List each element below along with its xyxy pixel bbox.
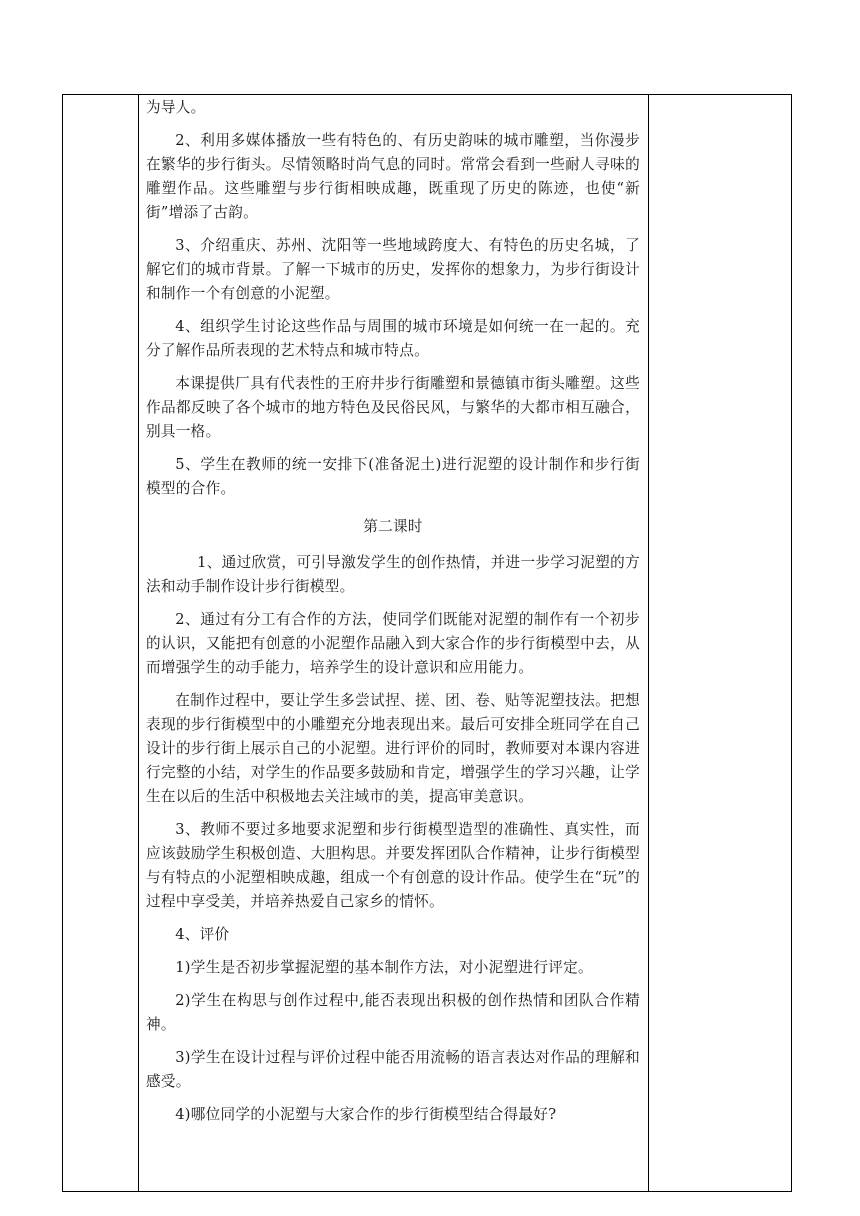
paragraph: 3、介绍重庆、苏州、沈阳等一些地域跨度大、有特色的历史名城，了解它们的城市背景。了解一下城市的历史，发挥你的想象力，为步行街设计和制作一个有创意的小泥塑。: [146, 237, 640, 302]
paragraph: 为导人。: [146, 99, 206, 116]
paragraph: 4)哪位同学的小泥塑与大家合作的步行街模型结合得最好?: [175, 1106, 557, 1123]
paragraph: 4、评价: [175, 926, 230, 943]
paragraph: 2、利用多媒体播放一些有特色的、有历史韵味的城市雕塑，当你漫步在繁华的步行街头。尽情领略时尚气息的同时。常常会看到一些耐人寻味的雕塑作品。这些雕塑与步行街相映成趣，既重现了历史的陈迹，也使“新街”增添了古韵。: [146, 132, 640, 221]
paragraph: 3)学生在设计过程与评价过程中能否用流畅的语言表达对作品的理解和感受。: [146, 1049, 640, 1090]
section-heading: 第二课时: [363, 518, 423, 535]
column-divider-left: [138, 95, 139, 1191]
paragraph: 1)学生是否初步掌握泥塑的基本制作方法，对小泥塑进行评定。: [175, 959, 593, 976]
paragraph: 在制作过程中，要让学生多尝试捏、搓、团、卷、贴等泥塑技法。把想表现的步行街模型中的小雕塑充分地表现出来。最后可安排全班同学在自己设计的步行街上展示自己的小泥塑。进行评价的同时，教师要对本课内容进行完整的小结，对学生的作品要多鼓励和肯定，增强学生的学习兴趣，让学生在以后的生活中积极地去关注域市的美，提高审美意识。: [146, 692, 640, 805]
paragraph: 4、组织学生讨论这些作品与周围的城市环境是如何统一在一起的。充分了解作品所表现的艺术特点和城市特点。: [146, 318, 640, 359]
paragraph: 1、通过欣赏，可引导激发学生的创作热情，并进一步学习泥塑的方法和动手制作设计步行街模型。: [146, 554, 640, 595]
paragraph: 2、通过有分工有合作的方法，使同学们既能对泥塑的制作有一个初步的认识，又能把有创意的小泥塑作品融入到大家合作的步行街模型中去，从而增强学生的动手能力，培养学生的设计意识和应用能力。: [146, 611, 640, 676]
paragraph: 本课提供厂具有代表性的王府井步行街雕塑和景德镇市街头雕塑。这些作品都反映了各个城市的地方特色及民俗民风，与繁华的大都市相互融合，别具一格。: [146, 375, 640, 440]
paragraph: 5、学生在教师的统一安排下(准备泥土)进行泥塑的设计制作和步行街模型的合作。: [146, 456, 640, 497]
lesson-content-cell: [146, 94, 640, 1136]
paragraph: 2)学生在构思与创作过程中,能否表现出积极的创作热情和团队合作精神。: [146, 992, 640, 1033]
paragraph: 3、教师不要过多地要求泥塑和步行街模型造型的准确性、真实性，而应该鼓励学生积极创造、大胆构思。并要发挥团队合作精神，让步行街模型与有特点的小泥塑相映成趣，组成一个有创意的设计作品。使学生在“玩”的过程中享受美，并培养热爱自己家乡的情怀。: [146, 821, 640, 910]
column-divider-right: [648, 95, 649, 1191]
